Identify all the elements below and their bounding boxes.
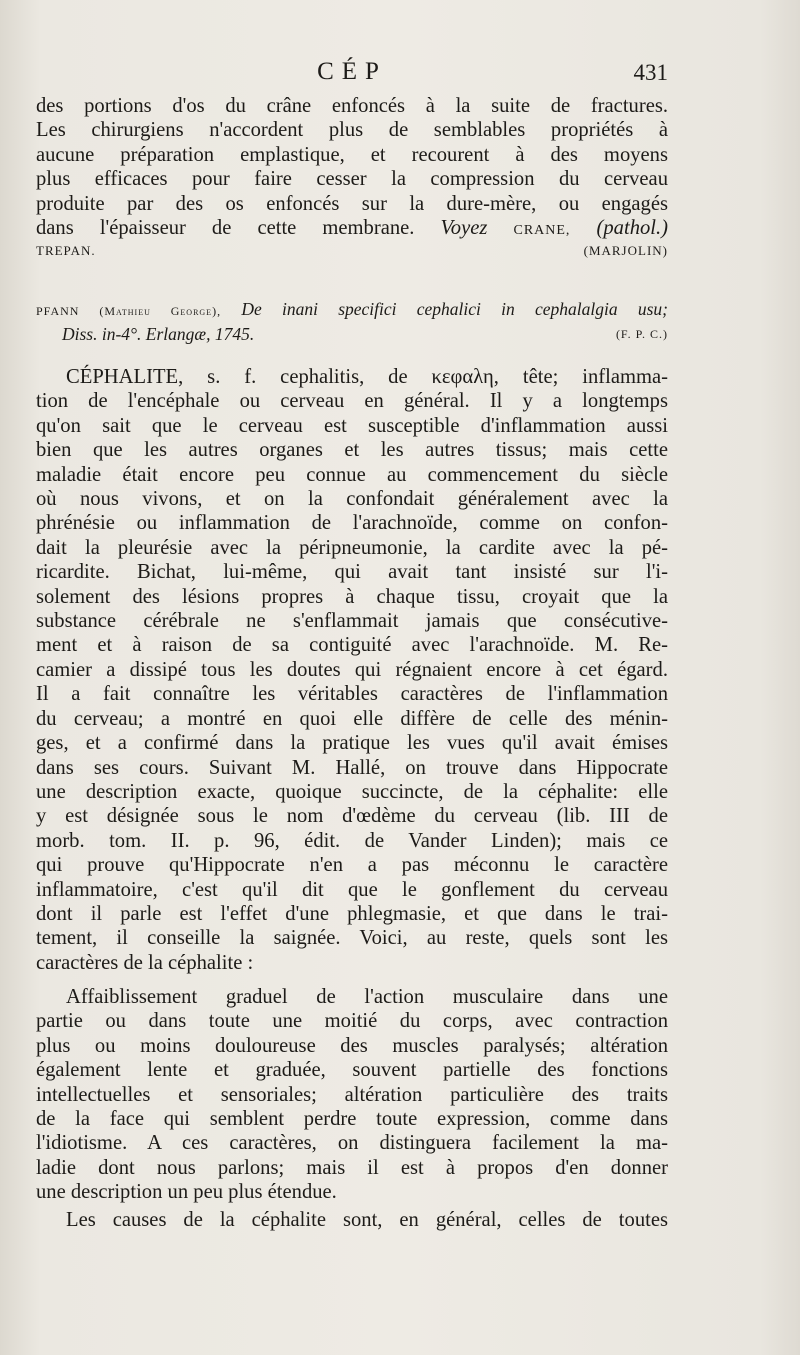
- text-line: de la face qui semblent perdre toute expression, comme dans: [36, 1108, 668, 1131]
- see-also-word: Voyez: [440, 217, 488, 240]
- text-line: produite par des os enfoncés sur la dure-mère, ou engagés: [36, 192, 668, 215]
- text-line: également lente et graduée, souvent partielle des fonctions: [36, 1059, 668, 1082]
- cross-reference-pathol: (pathol.): [596, 217, 669, 240]
- bibliography-signature: (F. P. C.): [615, 327, 668, 341]
- page-header: [36, 58, 668, 90]
- cross-reference-trepan: TREPAN.: [36, 243, 96, 259]
- text-line: une description exacte, quoique succincte, de la céphalite: elle: [36, 780, 668, 803]
- text-fragment: dans l'épaisseur de cette membrane.: [36, 217, 415, 240]
- text-line: Il a fait connaître les véritables caractères de l'inflammation: [36, 683, 668, 706]
- author-signature: (MARJOLIN): [583, 243, 668, 259]
- bibliography-line: [36, 298, 668, 323]
- bibliography-line: [36, 323, 668, 346]
- text-line: partie ou dans toute une moitié du corps, avec contraction: [36, 1010, 668, 1033]
- text-line: plus ou moins douloureuse des muscles paralysés; altération: [36, 1034, 668, 1057]
- text-line: dait la pleurésie avec la péripneumonie, la cardite avec la pé-: [36, 536, 668, 559]
- text-line: du cerveau; a montré en quoi elle diffère de celle des ménin-: [36, 707, 668, 730]
- text-line: dans ses cours. Suivant M. Hallé, on trouve dans Hippocrate: [36, 756, 668, 779]
- symptoms-paragraph: [36, 985, 668, 1205]
- text-line: qui prouve qu'Hippocrate n'en a pas méconnu le caractère: [36, 854, 668, 877]
- text-line: des portions d'os du crâne enfoncés à la suite de fractures.: [36, 95, 668, 117]
- text-line: ges, et a confirmé dans la pratique les vues qu'il avait émises: [36, 732, 668, 755]
- text-line: Les causes de la céphalite sont, en général, celles de toutes: [66, 1209, 668, 1231]
- text-line: Les chirurgiens n'accordent plus de semblables propriétés à: [36, 119, 668, 142]
- text-line: bien que les autres organes et les autres tissus; mais cette: [36, 439, 668, 462]
- text-line: tion de l'encéphale ou cerveau en général. Il y a longtemps: [36, 390, 668, 413]
- text-line: l'idiotisme. A ces caractères, on distinguera facilement la ma-: [36, 1132, 668, 1155]
- cross-reference-crane: CRANE,: [513, 223, 571, 239]
- running-head: CÉP: [317, 58, 387, 85]
- text-line: tement, il conseille la saignée. Voici, au reste, quels sont les: [36, 927, 668, 950]
- text-line: ladie dont nous parlons; mais il est à propos d'en donner: [36, 1156, 668, 1179]
- text-line: dont il parle est l'effet d'une phlegmasie, et que dans le trai-: [36, 902, 668, 925]
- bibliography-title: De inani specifici cephalici in cephalalgia usu;: [241, 299, 668, 319]
- text-line: y est désignée sous le nom d'œdème du cerveau (lib. III de: [36, 805, 668, 828]
- text-line: Affaiblissement graduel de l'action musculaire dans une: [66, 986, 668, 1008]
- text-line: où nous vivons, et on la confondait généralement avec la: [36, 488, 668, 511]
- text-line: aucune préparation emplastique, et recourent à des moyens: [36, 143, 668, 166]
- text-line: plus efficaces pour faire cesser la compression du cerveau: [36, 168, 668, 191]
- continuation-paragraph: [36, 94, 668, 259]
- page-number: 431: [633, 60, 668, 85]
- text-line: ment et à raison de sa contiguité avec l'arachnoïde. M. Re-: [36, 634, 668, 657]
- text-line: maladie était encore peu connue au commencement du siècle: [36, 463, 668, 486]
- text-line: solement des lésions propres à chaque tissu, croyait que la: [36, 585, 668, 608]
- text-line: intellectuelles et sensoriales; altération particulière des traits: [36, 1083, 668, 1106]
- text-line: ricardite. Bichat, lui-même, qui avait tant insisté sur l'i-: [36, 561, 668, 584]
- bibliography-author: PFANN (Mathieu George),: [36, 304, 222, 318]
- text-line: inflammatoire, c'est qu'il dit que le gonflement du cerveau: [36, 878, 668, 901]
- text-line: morb. tom. II. p. 96, édit. de Vander Linden); mais ce: [36, 829, 668, 852]
- causes-paragraph: [36, 1208, 668, 1232]
- text-line: caractères de la céphalite :: [36, 951, 254, 974]
- reference-signature-row: [36, 243, 668, 259]
- article-heading-line: CÉPHALITE, s. f. cephalitis, de κεφαλη, tête; inflamma-: [66, 366, 668, 388]
- text-line: [36, 216, 668, 243]
- text-line: substance cérébrale ne s'enflammait jamais que consécutive-: [36, 610, 668, 633]
- text-line: une description un peu plus étendue.: [36, 1181, 337, 1204]
- bibliography-publication: Diss. in-4°. Erlangæ, 1745.: [62, 324, 255, 344]
- text-line: phrénésie ou inflammation de l'arachnoïde, comme on confon-: [36, 512, 668, 535]
- article-cephalite: [36, 365, 668, 975]
- text-line: qu'on sait que le cerveau est susceptible d'inflammation aussi: [36, 414, 668, 437]
- bibliography-entry: [36, 298, 668, 346]
- text-line: camier a dissipé tous les doutes qui régnaient encore à cet égard.: [36, 658, 668, 681]
